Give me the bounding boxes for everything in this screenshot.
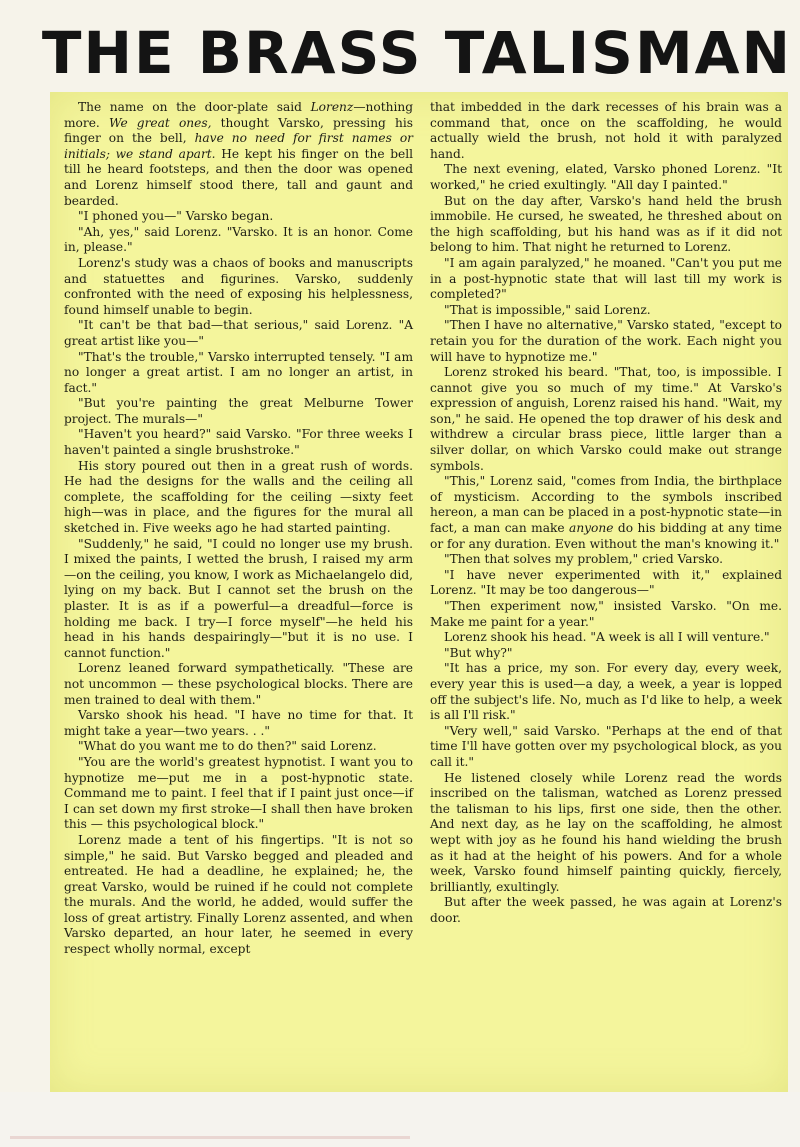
paragraph: "Suddenly," he said, "I could no longer use my brush. I mixed the paints, I wetted the brush, I raised my arm—on the ceiling, you know, I work as Michaelangelo did, lying on my back. But I cannot set the brush on the plaster. It is as if a powerful—a dreadful—force is holding me back. I try—I force myself"—he held his head in his hands despairingly—"but it is no use. I cannot function." [64, 536, 413, 660]
paragraph: "What do you want me to do then?" said Lorenz. [78, 739, 377, 754]
paragraph: Lorenz's study was a chaos of books and manuscripts and statuettes and figurines. Varsko, suddenly confronted with the need of exposing his helplessness, found himself unable to begin. [64, 255, 413, 317]
paragraph-text: thought Varsko, pressing his finger on the bell, [64, 115, 413, 146]
paragraph [430, 474, 782, 552]
paragraph: "But why?" [444, 645, 513, 660]
title-band [41, 18, 793, 88]
paragraph: His story poured out then in a great rush of words. He had the designs for the walls and the ceiling all complete, the scaffolding for the ceiling —sixty feet high—was in place, and the figures for the mural all sketched in. Five weeks ago he had started painting. [64, 458, 413, 536]
paragraph: He listened closely while Lorenz read the words inscribed on the talisman, watched as Lorenz pressed the talisman to his lips, first one side, then the other. And next day, as he lay on the scaffolding, he almost wept with joy as he found his hand wielding the brush as it had at the height of his powers. And for a whole week, Varsko found himself painting quickly, fiercely, brilliantly, exultingly. [430, 770, 782, 894]
story-title: THE BRASS TALISMAN [41, 19, 793, 87]
story-panel [50, 92, 788, 1092]
paragraph: Lorenz leaned forward sympathetically. "These are not uncommon — these psychological blocks. There are men trained to deal with them." [64, 661, 413, 707]
print-edge-rule [10, 1136, 410, 1139]
paragraph-text: He kept his finger on the bell till he heard footsteps, and then the door was opened and Lorenz himself stood there, tall and gaunt and bearded. [64, 146, 413, 208]
paragraph: "I phoned you—" Varsko began. [78, 209, 274, 224]
paragraph [64, 100, 413, 209]
paragraph: "Then I have no alternative," Varsko stated, "except to retain you for the duration of the work. Each night you will have to hypnotize me." [430, 318, 782, 364]
paragraph: "I am again paralyzed," he moaned. "Can't you put me in a post-hypnotic state that will last till my work is completed?" [430, 255, 782, 302]
paragraph: "But you're painting the great Melburne Tower project. The murals—" [64, 396, 413, 426]
paragraph-text: "This," Lorenz said, "comes from India, the birthplace of mysticism. According to the symbols inscribed hereon, a man can be placed in a post-hypnotic state—in fact, a man can make [430, 474, 782, 536]
paragraph: "It has a price, my son. For every day, every week, every year this is used—a day, a week, a year is lopped off the subject's life. No, much as I'd like to help, a week is all I'll risk." [430, 661, 782, 723]
paragraph: "It can't be that bad—that serious," said Lorenz. "A great artist like you—" [64, 318, 413, 348]
paragraph: "Very well," said Varsko. "Perhaps at the end of that time I'll have gotten over my psychological block, as you call it." [430, 723, 782, 769]
emphasis-text: Lorenz [310, 100, 354, 114]
paragraph: "Then that solves my problem," cried Varsko. [444, 552, 723, 567]
paragraph: "Then experiment now," insisted Varsko. "On me. Make me paint for a year." [430, 599, 782, 629]
paragraph: Lorenz stroked his beard. "That, too, is impossible. I cannot give you so much of my time." At Varsko's expression of anguish, Lorenz raised his hand. "Wait, my son," he said. He opened the top drawer of his desk and withdrew a circular brass piece, little larger than a silver dollar, on which Varsko could make out strange symbols. [430, 365, 782, 473]
paragraph-text: The name on the door-plate said [78, 100, 311, 114]
paragraph: But on the day after, Varsko's hand held the brush immobile. He cursed, he sweated, he threshed about on the high scaffolding, but his hand was as if it did not belong to him. That night he returned to Lorenz. [430, 193, 782, 255]
paragraph: "That's the trouble," Varsko interrupted tensely. "I am no longer a great artist. I am no longer an artist, in fact." [64, 349, 413, 395]
paragraph: "Ah, yes," said Lorenz. "Varsko. It is an honor. Come in, please." [64, 224, 413, 255]
paragraph-continuation: that imbedded in the dark recesses of his brain was a command that, once on the scaffolding, he would actually wield the brush, not hold it with paralyzed hand. [430, 100, 782, 161]
paragraph-text: do his bidding at any time or for any duration. Even without the man's knowing it." [430, 521, 783, 551]
paragraph: Varsko shook his head. "I have no time for that. It might take a year—two years. . ." [64, 708, 413, 738]
left-column [64, 100, 413, 958]
paragraph: But after the week passed, he was again at Lorenz's door. [430, 895, 782, 925]
right-column [430, 100, 782, 926]
paragraph: "Haven't you heard?" said Varsko. "For three weeks I haven't painted a single brushstroke." [64, 427, 413, 458]
emphasis-text: have no need for first names or initials; we stand apart. [64, 131, 413, 161]
paragraph: "You are the world's greatest hypnotist. I want you to hypnotize me—put me in a post-hypnotic state. Command me to paint. I feel that if I paint just once—if I can set down my first stroke—I shall then have broken this — this psychological block." [64, 754, 413, 832]
emphasis-text: anyone [569, 521, 614, 536]
paragraph: Lorenz shook his head. "A week is all I will venture." [444, 630, 770, 645]
paragraph: The next evening, elated, Varsko phoned Lorenz. "It worked," he cried exultingly. "All day I painted." [430, 162, 782, 192]
emphasis-text: We great ones, [108, 115, 212, 130]
paragraph: "I have never experimented with it," explained Lorenz. "It may be too dangerous—" [430, 567, 782, 598]
paragraph: Lorenz made a tent of his fingertips. "It is not so simple," he said. But Varsko begged and pleaded and entreated. He had a deadline, he explained; he, the great Varsko, would be ruined if he could not complete the murals. And the world, he added, would suffer the loss of great artistry. Finally Lorenz assented, and when Varsko departed, an hour later, he seemed in every respect wholly normal, except [64, 832, 413, 957]
paragraph: "That is impossible," said Lorenz. [444, 302, 651, 317]
paragraph-text: —nothing more. [64, 100, 413, 130]
